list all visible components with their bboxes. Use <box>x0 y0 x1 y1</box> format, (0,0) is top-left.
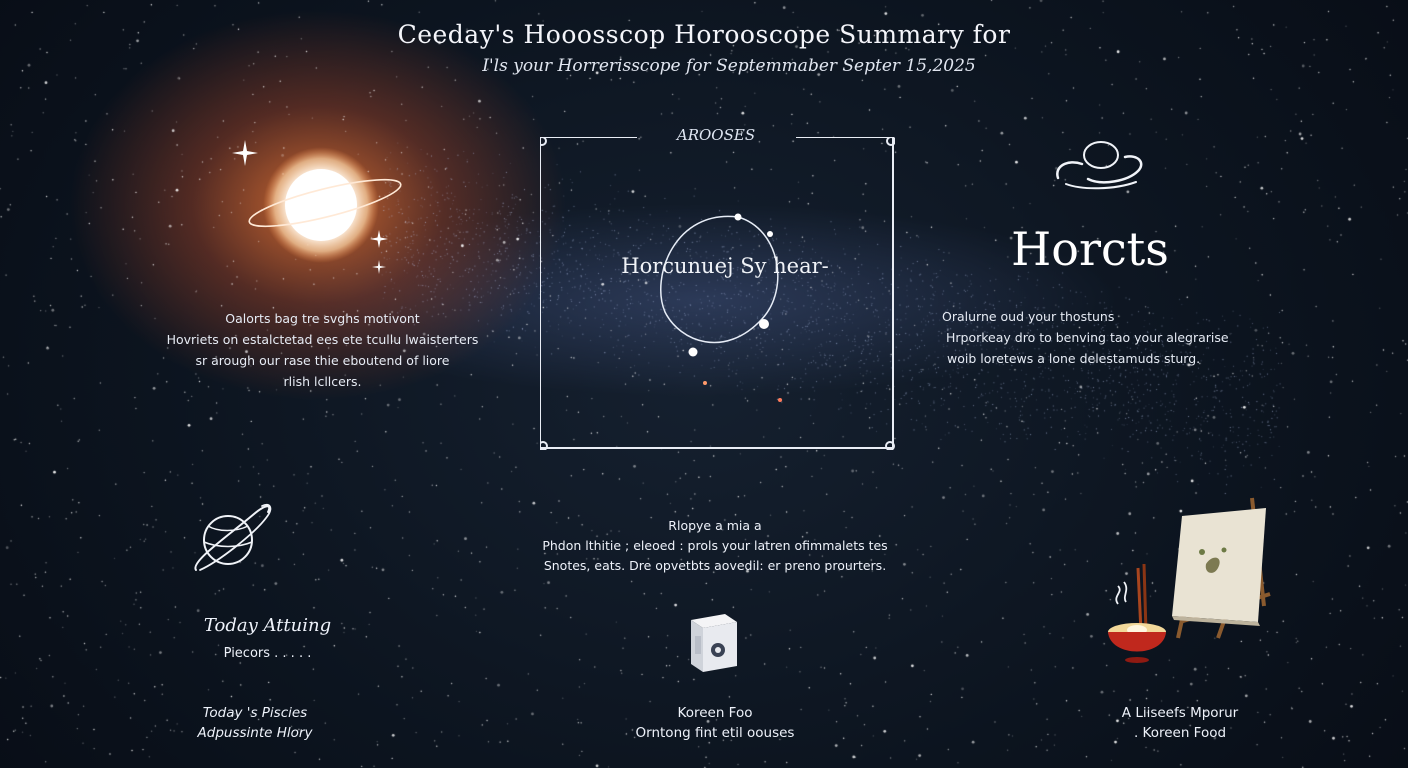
caption-line: Adpussinte Hlory <box>197 725 313 741</box>
right-paragraph-line: woib loretews a lone delestamuds sturg. <box>947 351 1201 366</box>
cloud-icon <box>1052 132 1148 194</box>
constellation-icon <box>661 214 782 403</box>
caption-line: . Koreen Food <box>1133 725 1227 741</box>
box-icon <box>685 612 741 674</box>
easel-icon <box>1166 494 1276 642</box>
middle-line: Phdon lthitie ; eleoed : prols your latren ofimmalets tes <box>542 538 888 553</box>
caption-line: Today 's Piscies <box>202 705 308 721</box>
left-paragraph-line: Hovriets on estalctetad ees ete tcullu lwaisterters <box>166 332 479 347</box>
page-subtitle: I'ls your Horrerisscope for Septemmaber Septer 15,2025 <box>482 56 976 76</box>
planet-icon <box>188 496 276 580</box>
left-paragraph-line: sr arough our rase thie eboutend of liore <box>195 353 450 368</box>
bottom-middle-caption <box>600 703 830 743</box>
caption-line: A Liiseefs Mporur <box>1121 705 1239 721</box>
today-subheading: Piecors . . . . . <box>223 646 312 661</box>
caption-line: Orntong fint etil oouses <box>635 725 795 741</box>
middle-line: Snotes, eats. Dre opvetbts aovedil: er preno prourters. <box>543 558 887 573</box>
right-title: Horcts <box>1011 222 1169 276</box>
frame-title: Horcunuej Sy hear- <box>621 254 829 278</box>
left-paragraph-line: rlish lcllcers. <box>283 374 362 389</box>
bottom-left-caption <box>150 703 360 743</box>
horoscope-frame <box>540 137 895 450</box>
middle-heading: Rlopye a mia a <box>668 518 762 533</box>
right-paragraph <box>938 306 1268 369</box>
sparkle-icon <box>372 260 386 274</box>
right-paragraph-line: Oralurne oud your thostuns <box>942 309 1115 324</box>
frame-label: AROOSES <box>676 126 756 144</box>
right-paragraph-line: Hrporkeay dro to benving tao your alegrarise <box>946 330 1229 345</box>
sparkle-icon <box>232 140 258 166</box>
page-title: Ceeday's Hooosscop Horooscope Summary for <box>397 20 1011 49</box>
sparkle-icon <box>370 230 388 248</box>
middle-text-block <box>500 516 930 576</box>
left-paragraph <box>150 308 495 392</box>
sun-icon <box>230 120 420 290</box>
today-heading: Today Attuing <box>203 615 332 636</box>
left-paragraph-line: Oalorts bag tre svghs motivont <box>225 311 420 326</box>
caption-line: Koreen Foo <box>677 705 753 721</box>
bottom-right-caption <box>1090 703 1270 743</box>
